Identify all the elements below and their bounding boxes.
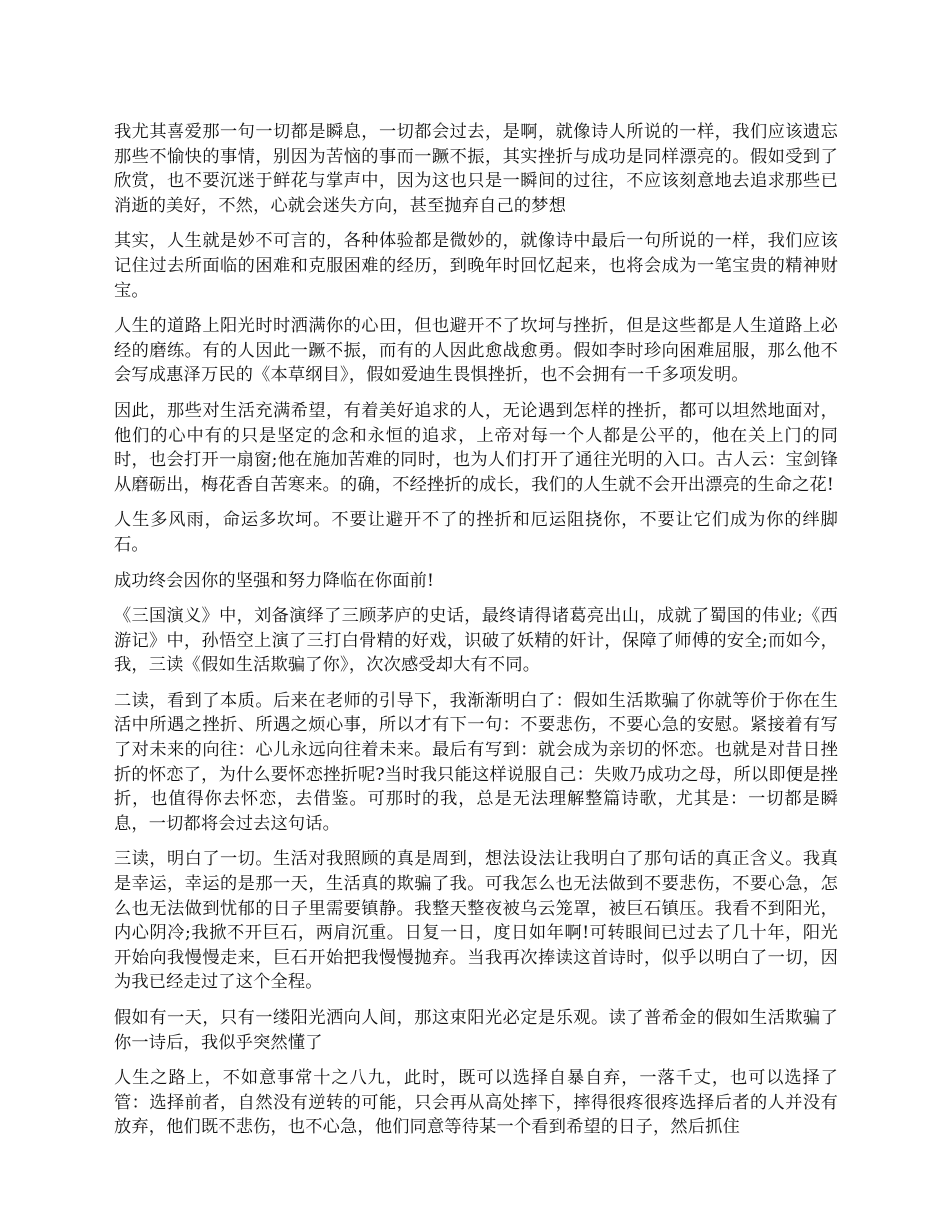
paragraph-10: 假如有一天，只有一缕阳光洒向人间，那这束阳光必定是乐观。读了普希金的假如生活欺骗了你一诗后，我似乎突然懂了 (114, 1008, 838, 1053)
paragraph-1: 我尤其喜爱那一句一切都是瞬息，一切都会过去，是啊，就像诗人所说的一样，我们应该遗忘那些不愉快的事情，别因为苦恼的事而一蹶不振，其实挫折与成功是同样漂亮的。假如受到了欣赏，也不要沉迷于鲜花与掌声中，因为这也只是一瞬间的过往，不应该刻意地去追求那些已消逝的美好，不然，心就会迷失方向，甚至抛弃自己的梦想 (114, 122, 838, 216)
paragraph-9: 三读，明白了一切。生活对我照顾的真是周到，想法设法让我明白了那句话的真正含义。我真是幸运，幸运的是那一天，生活真的欺骗了我。可我怎么也无法做到不要悲伤，不要心急，怎么也无法做到忧郁的日子里需要镇静。我整天整夜被乌云笼罩，被巨石镇压。我看不到阳光，内心阴冷;我掀不开巨石，两肩沉重。日复一日，度日如年啊!可转眼间已过去了几十年，阳光开始向我慢慢走来，巨石开始把我慢慢抛弃。当我再次捧读这首诗时，似乎以明白了一切，因为我已经走过了这个全程。 (114, 849, 838, 993)
paragraph-6: 成功终会因你的坚强和努力降临在你面前! (114, 570, 435, 591)
paragraph-4: 因此，那些对生活充满希望，有着美好追求的人，无论遇到怎样的挫折，都可以坦然地面对，他们的心中有的只是坚定的念和永恒的追求，上帝对每一个人都是公平的，他在关上门的同时，也会打开一扇窗;他在施加苦难的同时，也为人们打开了通往光明的入口。古人云：宝剑锋从磨砺出，梅花香自苦寒来。的确，不经挫折的成长，我们的人生就不会开出漂亮的生命之花! (114, 400, 838, 495)
paragraph-8: 二读，看到了本质。后来在老师的引导下，我渐渐明白了：假如生活欺骗了你就等价于你在生活中所遇之挫折、所遇之烦心事，所以才有下一句：不要悲伤，不要心急的安慰。紧接着有写了对未来的向往：心儿永远向往着未来。最后有写到：就会成为亲切的怀恋。也就是对昔日挫折的怀恋了，为什么要怀恋挫折呢?当时我只能这样说服自己：失败乃成功之母，所以即便是挫折，也值得你去怀恋，去借鉴。可那时的我，总是无法理解整篇诗歌，尤其是：一切都是瞬息，一切都将会过去这句话。 (114, 690, 838, 834)
paragraph-5: 人生多风雨，命运多坎坷。不要让避开不了的挫折和厄运阻挠你，不要让它们成为你的绊脚石。 (114, 510, 838, 555)
paragraph-3: 人生的道路上阳光时时洒满你的心田，但也避开不了坎坷与挫折，但是这些都是人生道路上必经的磨练。有的人因此一蹶不振，而有的人因此愈战愈勇。假如李时珍向困难屈服，那么他不会写成惠泽万民的《本草纲目》，假如爱迪生畏惧挫折，也不会拥有一千多项发明。 (114, 316, 838, 386)
document-body (114, 120, 838, 1151)
paragraph-11: 人生之路上，不如意事常十之八九，此时，既可以选择自暴自弃，一落千丈，也可以选择了管：选择前者，自然没有逆转的可能，只会再从高处摔下，摔得很疼很疼选择后者的人并没有放弃，他们既不悲伤，也不心急，他们同意等待某一个看到希望的日子，然后抓住 (114, 1068, 838, 1138)
paragraph-7: 《三国演义》中，刘备演绎了三顾茅庐的史话，最终请得诸葛亮出山，成就了蜀国的伟业;《西游记》中，孙悟空上演了三打白骨精的好戏，识破了妖精的奸计，保障了师傅的安全;而如今，我，三读《假如生活欺骗了你》，次次感受却大有不同。 (114, 606, 838, 676)
paragraph-2: 其实，人生就是妙不可言的，各种体验都是微妙的，就像诗中最后一句所说的一样，我们应该记住过去所面临的困难和克服困难的经历，到晚年时回忆起来，也将会成为一笔宝贵的精神财宝。 (114, 231, 838, 301)
